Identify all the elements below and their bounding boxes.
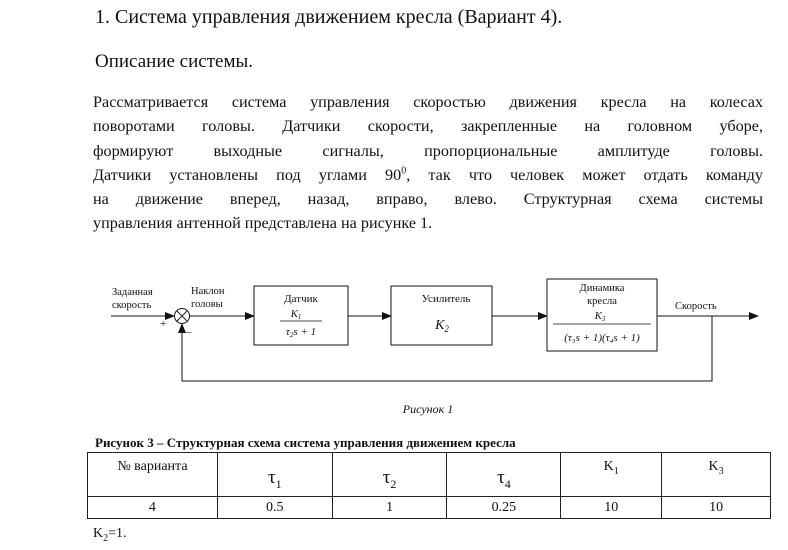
summing-junction [175, 309, 190, 324]
degree-superscript: 0 [401, 165, 407, 177]
input-label: скорость [112, 300, 152, 311]
header-variant: № варианта [88, 453, 218, 497]
table-caption: Рисунок 3 – Структурная схема система управления движением кресла [95, 435, 516, 450]
parameters-table [87, 452, 771, 519]
paragraph-text: Датчики установлены под углами 90 [93, 165, 402, 184]
dynamics-gain: K3 [594, 310, 606, 323]
dynamics-title: Динамика [579, 283, 625, 294]
header-tau4: $\tau_4$ [447, 453, 561, 497]
paragraph-line: управления антенной представлена на рисунке 1. [93, 214, 433, 233]
sensor-gain: K1 [290, 308, 302, 321]
header-tau1: $\tau_1$ [217, 453, 332, 497]
section-heading: Описание системы. [95, 51, 253, 72]
cell-tau4: 0.25 [447, 497, 561, 519]
minus-sign: – [186, 326, 192, 338]
paragraph-line: формируют выходные сигналы, пропорциональные амплитуде головы. [93, 141, 763, 160]
plus-sign: + [160, 318, 167, 330]
k2-note: $K_2=1$. [93, 526, 127, 544]
paragraph-line: Рассматривается система управления скоростью движения кресла на колесах [93, 93, 763, 111]
sensor-title: Датчик [284, 293, 318, 305]
cell-k1: 10 [561, 497, 662, 519]
table-header-row [88, 453, 771, 497]
dynamics-title: кресла [587, 296, 617, 307]
output-label: Скорость [675, 301, 717, 312]
sensor-denominator: τ2s + 1 [285, 326, 317, 339]
amplifier-title: Усилитель [421, 293, 471, 305]
header-k3: $K_3$ [662, 453, 771, 497]
header-tau2: $\tau_2$ [332, 453, 447, 497]
figure-caption: Рисунок 1 [402, 402, 454, 416]
dynamics-denominator: (τ₃s + 1)(τ₄s + 1) [564, 332, 640, 344]
header-k1: $K_1$ [561, 453, 662, 497]
tilt-label: головы [191, 299, 223, 310]
paragraph-line: поворотами головы. Датчики скорости, закрепленные на головном уборе, [93, 117, 763, 136]
page-title: 1. Система управления движением кресла (Вариант 4). [95, 6, 563, 28]
tilt-label: Наклон [191, 286, 225, 297]
paragraph-text: , так что человек может отдать команду [406, 165, 763, 184]
table-row [88, 497, 771, 519]
paragraph-line: на движение вперед, назад, вправо, влево. Структурная схема системы [93, 190, 763, 209]
cell-tau2: 1 [332, 497, 447, 519]
cell-variant: 4 [88, 497, 218, 519]
amplifier-gain: $K_2$ [435, 318, 449, 334]
input-label: Заданная [112, 287, 153, 298]
cell-k3: 10 [662, 497, 771, 519]
cell-tau1: 0.5 [217, 497, 332, 519]
